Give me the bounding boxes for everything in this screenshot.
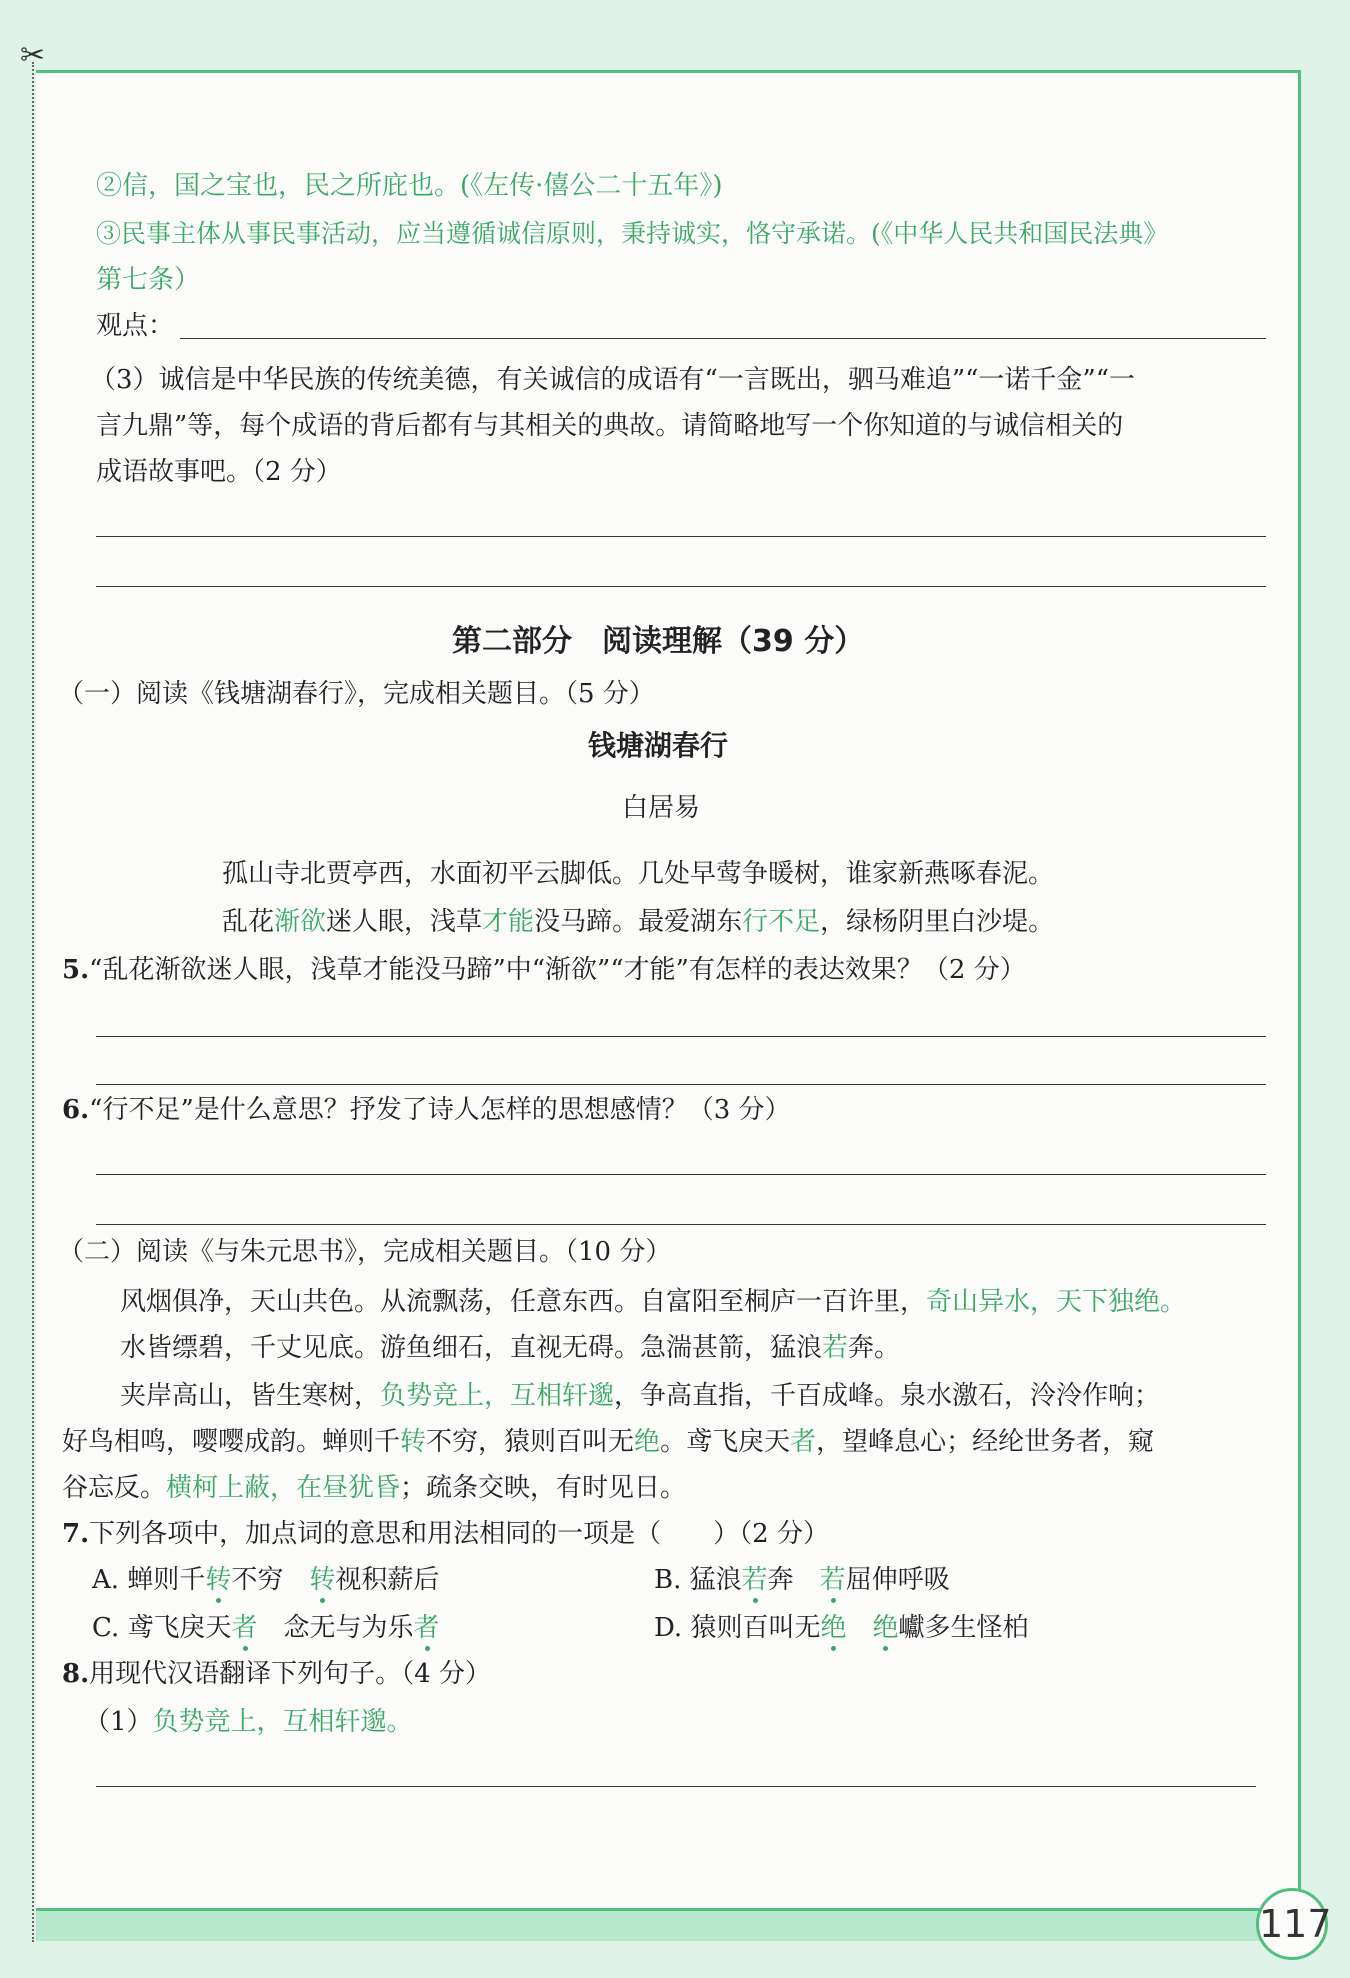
q7-option-a[interactable]: A. 蝉则千转不穷 转视积薪后 <box>92 1565 440 1595</box>
poem-line1: 孤山寺北贾亭西，水面初平云脚低。几处早莺争暖树，谁家新燕啄春泥。 <box>222 859 1055 889</box>
q5-answer-line2[interactable] <box>96 1084 1266 1085</box>
q8-item1: （1）负势竞上，互相轩邈。 <box>84 1707 413 1737</box>
section1-intro: （一）阅读《钱塘湖春行》，完成相关题目。（5 分） <box>58 679 655 709</box>
quote-2: ②信，国之宝也，民之所庇也。(《左传·僖公二十五年》) <box>96 171 723 201</box>
q3-line1: （3）诚信是中华民族的传统美德，有关诚信的成语有“一言既出，驷马难追”“一诺千金”“一 <box>90 365 1136 395</box>
q5: 5.“乱花渐欲迷人眼，浅草才能没马蹄”中“渐欲”“才能”有怎样的表达效果？（2 分） <box>62 955 1026 985</box>
scissors-icon: ✂ <box>20 38 46 73</box>
section2-intro: （二）阅读《与朱元思书》，完成相关题目。（10 分） <box>58 1237 672 1267</box>
viewpoint-label: 观点： <box>96 311 175 341</box>
q3-line2: 言九鼎”等，每个成语的背后都有与其相关的典故。请简略地写一个你知道的与诚信相关的 <box>96 411 1124 441</box>
q7-option-d[interactable]: D. 猿则百叫无绝 绝巘多生怪柏 <box>654 1613 1029 1643</box>
prose-line1: 风烟俱净，天山共色。从流飘荡，任意东西。自富阳至桐庐一百许里，奇山异水，天下独绝。 <box>120 1287 1187 1317</box>
q6-answer-line1[interactable] <box>96 1174 1266 1175</box>
q3-answer-line1[interactable] <box>96 536 1266 537</box>
q3-line3: 成语故事吧。（2 分） <box>96 457 342 487</box>
q5-answer-line1[interactable] <box>96 1036 1266 1037</box>
part2-heading: 第二部分 阅读理解（39 分） <box>452 624 865 659</box>
q6: 6.“行不足”是什么意思？抒发了诗人怎样的思想感情？（3 分） <box>62 1095 791 1125</box>
prose-line4: 好鸟相鸣，嘤嘤成韵。蝉则千转不穷，猿则百叫无绝。鸢飞戾天者，望峰息心；经纶世务者，窥 <box>62 1427 1155 1457</box>
q7-option-b[interactable]: B. 猛浪若奔 若屈伸呼吸 <box>654 1565 950 1595</box>
poem-line2: 乱花渐欲迷人眼，浅草才能没马蹄。最爱湖东行不足，绿杨阴里白沙堤。 <box>222 907 1055 937</box>
page-number: 117 <box>1256 1888 1328 1960</box>
viewpoint-answer-line[interactable] <box>180 338 1266 339</box>
prose-line2: 水皆缥碧，千丈见底。游鱼细石，直视无碍。急湍甚箭，猛浪若奔。 <box>120 1333 901 1363</box>
q8-answer-line[interactable] <box>96 1786 1256 1787</box>
q3-answer-line2[interactable] <box>96 586 1266 587</box>
prose-line3: 夹岸高山，皆生寒树，负势竞上，互相轩邈，争高直指，千百成峰。泉水激石，泠泠作响； <box>120 1381 1161 1411</box>
q7: 7.下列各项中，加点词的意思和用法相同的一项是（ ）（2 分） <box>62 1519 829 1549</box>
prose-line5: 谷忘反。横柯上蔽，在昼犹昏；疏条交映，有时见日。 <box>62 1473 687 1503</box>
poem-author: 白居易 <box>622 793 701 823</box>
q8: 8.用现代汉语翻译下列句子。（4 分） <box>62 1659 491 1689</box>
quote-3-line2: 第七条） <box>96 265 201 295</box>
quote-3-line1: ③民事主体从事民事活动，应当遵循诚信原则，秉持诚实，恪守承诺。(《中华人民共和国民法典》 <box>96 219 1169 248</box>
q7-option-c[interactable]: C. 鸢飞戾天者 念无与为乐者 <box>92 1613 440 1643</box>
q6-answer-line2[interactable] <box>96 1224 1266 1225</box>
poem-title: 钱塘湖春行 <box>588 729 729 762</box>
